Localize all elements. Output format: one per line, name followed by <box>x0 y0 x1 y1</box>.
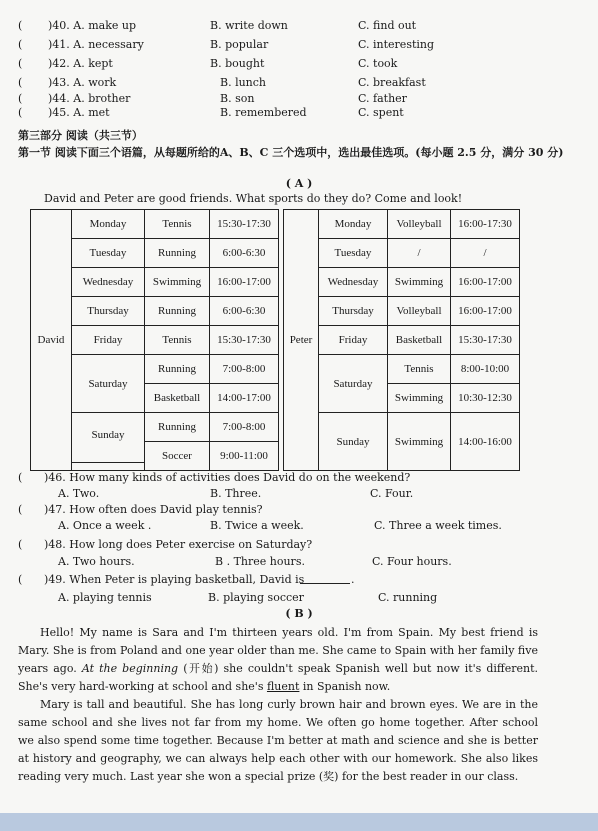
paragraph-text: Hello! My name is Sara and I'm thirteen years old. I'm from Spain. My best friend is Mary. She is from Poland and one year older than me. She came to Spain with her family five years ago. <box>18 626 538 675</box>
peter-activity: Volleyball <box>388 297 451 326</box>
option-a: )45. A. met <box>48 106 110 119</box>
choice-row-40 <box>0 18 598 34</box>
david-time: 16:00-17:00 <box>210 268 279 297</box>
answer-paren: ( <box>18 538 23 551</box>
david-activity: Tennis <box>145 326 210 355</box>
option-b: B. Three. <box>210 487 262 500</box>
option-a: A. Two. <box>58 487 100 500</box>
option-b: B. write down <box>210 19 288 32</box>
passage-b <box>18 624 538 786</box>
option-c: C. breakfast <box>358 76 426 89</box>
peter-time: 8:00-10:00 <box>451 355 520 384</box>
david-time: 14:00-17:00 <box>210 384 279 413</box>
david-time: 9:00-11:00 <box>220 450 268 462</box>
david-time: 6:00-6:30 <box>210 297 279 326</box>
option-c: C. interesting <box>358 38 435 51</box>
choice-row-43 <box>0 75 598 91</box>
option-a: A. playing tennis <box>58 591 152 604</box>
peter-time: / <box>451 239 520 268</box>
david-day: Thursday <box>72 297 145 326</box>
bottom-bar <box>0 813 598 831</box>
david-name-cell: David <box>31 210 72 471</box>
david-activity: Swimming <box>145 268 210 297</box>
option-c: C. father <box>358 92 407 105</box>
underlined-word: fluent <box>266 680 300 693</box>
table-row <box>31 355 520 384</box>
peter-time: 10:30-12:30 <box>451 384 520 413</box>
peter-activity: Tennis <box>388 355 451 384</box>
question-text: )48. How long does Peter exercise on Saturday? <box>44 538 313 551</box>
david-activity: Running <box>145 297 210 326</box>
david-activity: Running <box>145 239 210 268</box>
peter-activity: Swimming <box>388 268 451 297</box>
section1-instruction: 第一节 阅读下面三个语篇，从每题所给的A、B、C 三个选项中，选出最佳选项。(每小题 2.5 分，满分 30 分) <box>18 146 564 159</box>
option-b: B. Twice a week. <box>210 519 304 532</box>
david-activity: Tennis <box>145 210 210 239</box>
peter-time: 16:00-17:00 <box>451 268 520 297</box>
choice-row-41 <box>0 37 598 53</box>
david-day-sunday <box>72 413 145 471</box>
peter-activity: Swimming <box>388 384 451 413</box>
david-activity: Basketball <box>145 384 210 413</box>
question-end: . <box>351 573 355 586</box>
option-b: B. lunch <box>220 76 267 89</box>
table-row <box>31 210 520 239</box>
option-a: )44. A. brother <box>48 92 131 105</box>
option-c: C. Four. <box>370 487 414 500</box>
peter-day-saturday: Saturday <box>319 355 388 413</box>
option-c: C. Three a week times. <box>374 519 502 532</box>
option-b: B. popular <box>210 38 269 51</box>
david-time: 6:00-6:30 <box>210 239 279 268</box>
answer-paren: ( <box>18 38 23 51</box>
peter-activity: Volleyball <box>388 210 451 239</box>
option-b: B . Three hours. <box>215 555 305 568</box>
david-sunday-times <box>210 413 279 471</box>
david-day: Monday <box>72 210 145 239</box>
part3-heading: 第三部分 阅读（共三节） <box>18 129 143 142</box>
option-a: )43. A. work <box>48 76 117 89</box>
david-activity: Running <box>145 355 210 384</box>
question-text: )46. How many kinds of activities does David do on the weekend? <box>44 471 411 484</box>
option-b: B. playing soccer <box>208 591 304 604</box>
peter-activity: / <box>388 239 451 268</box>
option-b: B. remembered <box>220 106 307 119</box>
choice-row-42 <box>0 56 598 72</box>
passage-b-paragraph-2: Mary is tall and beautiful. She has long curly brown hair and brown eyes. We are in the same school and she lives not far from my home. We often go home together. After school we also spend some time together. Because I'm better at math and science and she is better at history and geography, we can always help each other with our homework. She also likes reading very much. Last year she won a special prize (奖) for the best reader in our class. <box>18 698 538 783</box>
schedule-table <box>30 209 520 471</box>
passage-a-label: ( A ) <box>285 177 313 190</box>
question-text: )47. How often does David play tennis? <box>44 503 263 516</box>
answer-paren: ( <box>18 106 23 119</box>
option-a: )40. A. make up <box>48 19 137 32</box>
option-a: A. Two hours. <box>58 555 135 568</box>
answer-paren: ( <box>18 471 23 484</box>
david-activity: Running <box>145 413 209 442</box>
answer-paren: ( <box>18 57 23 70</box>
peter-time: 16:00-17:30 <box>451 210 520 239</box>
peter-time: 16:00-17:00 <box>451 297 520 326</box>
paragraph-text: in Spanish now. <box>302 680 391 693</box>
option-c: C. took <box>358 57 398 70</box>
option-c: C. find out <box>358 19 417 32</box>
choice-row-45 <box>0 105 598 121</box>
david-day-saturday: Saturday <box>72 355 145 413</box>
table-row <box>31 413 520 471</box>
table-row <box>31 239 520 268</box>
option-c: C. Four hours. <box>372 555 452 568</box>
answer-paren: ( <box>18 503 23 516</box>
david-day: Wednesday <box>72 268 145 297</box>
answer-paren: ( <box>18 19 23 32</box>
passage-a-intro: David and Peter are good friends. What sports do they do? Come and look! <box>44 192 463 205</box>
option-a: )41. A. necessary <box>48 38 144 51</box>
david-sunday-activities <box>145 413 210 471</box>
option-b: B. bought <box>210 57 265 70</box>
peter-day: Thursday <box>319 297 388 326</box>
peter-time: 14:00-16:00 <box>451 413 520 471</box>
answer-paren: ( <box>18 92 23 105</box>
question-text: )49. When Peter is playing basketball, David is <box>44 573 305 586</box>
david-time: 15:30-17:30 <box>210 210 279 239</box>
peter-day: Wednesday <box>319 268 388 297</box>
david-time: 15:30-17:30 <box>210 326 279 355</box>
paragraph-text: (开始) she couldn't speak Spanish well but now it's different. She's very hard-working at school and she's <box>18 662 539 693</box>
option-c: C. spent <box>358 106 404 119</box>
option-b: B. son <box>220 92 255 105</box>
david-sunday-label: Sunday <box>91 429 125 441</box>
peter-activity: Basketball <box>388 326 451 355</box>
passage-b-label: ( B ) <box>285 607 313 620</box>
table-row <box>31 326 520 355</box>
option-a: )42. A. kept <box>48 57 113 70</box>
david-day: Friday <box>72 326 145 355</box>
table-row <box>31 297 520 326</box>
david-time: 7:00-8:00 <box>210 355 279 384</box>
david-day: Tuesday <box>72 239 145 268</box>
peter-day-sunday: Sunday <box>319 413 388 471</box>
answer-paren: ( <box>18 573 23 586</box>
passage-b-paragraph-1 <box>18 624 538 696</box>
peter-day: Monday <box>319 210 388 239</box>
italic-phrase: At the beginning <box>81 662 179 675</box>
peter-day: Tuesday <box>319 239 388 268</box>
option-a: A. Once a week . <box>58 519 152 532</box>
answer-paren: ( <box>18 76 23 89</box>
david-activity: Soccer <box>162 450 192 462</box>
peter-activity: Swimming <box>388 413 451 471</box>
peter-day: Friday <box>319 326 388 355</box>
option-c: C. running <box>378 591 438 604</box>
peter-time: 15:30-17:30 <box>451 326 520 355</box>
david-time: 7:00-8:00 <box>210 413 278 442</box>
table-row <box>31 268 520 297</box>
peter-name-cell: Peter <box>284 210 319 471</box>
